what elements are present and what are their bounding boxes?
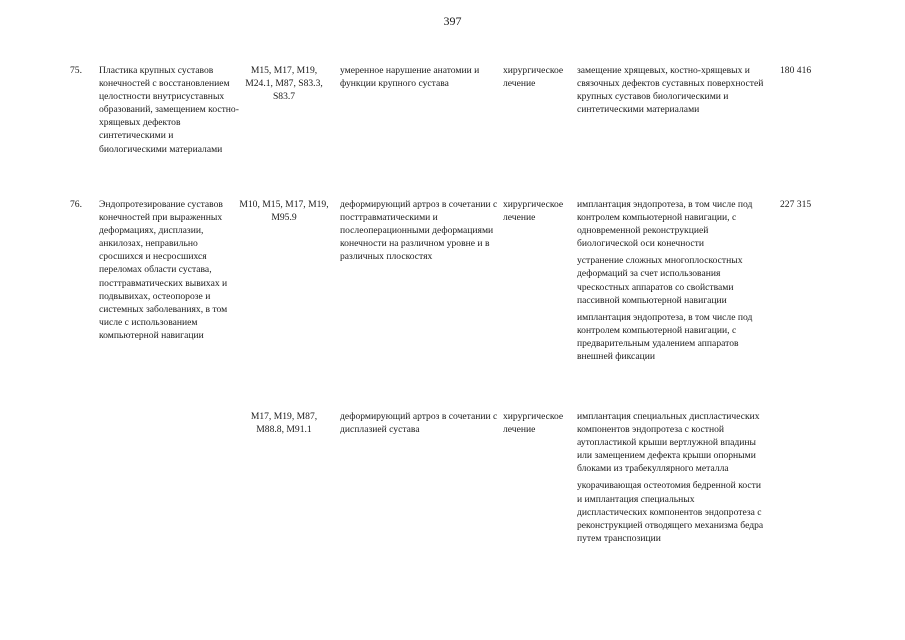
page-number: 397 [443,14,462,28]
treatment-type: хирургическое лечение [503,199,564,224]
row-number: 76. [70,199,82,210]
service-name: Эндопротезирование суставов конечностей при выраженных деформациях, дисплазии, анкилозах, неправильно сросшихся и несросшихся переломах области сустава, посттравматических вывихах и подвывихах, остеопорозе и системных заболеваниях, в том числе с использованием компьютерной навигации [99,199,228,341]
treatment-method-list [577,64,765,120]
treatment-method: устранение сложных многоплоскостных деформаций за счет использования чрескостных аппаратов со свойствами пассивной компьютерной навигации [577,255,743,306]
row-number: 75. [70,65,82,76]
treatment-method-list [577,198,765,367]
cost-value: 227 315 [780,199,812,210]
treatment-method-list [577,410,765,549]
treatment-method: укорачивающая остеотомия бедренной кости и имплантация специальных диспластических компонентов эндопротеза с реконструкцией отводящего механизма бедра путем транспозиции [577,480,764,544]
diagnosis-codes: M17, M19, M87, M88.8, M91.1 [250,411,318,436]
service-name: Пластика крупных суставов конечностей с восстановлением целостности внутрисуставных образований, замещением костно-хрящевых дефектов синтетическими и биологическими материалами [99,65,239,155]
diagnosis-codes: M10, M15, M17, M19, M95.9 [239,199,329,224]
diagnosis-codes: M15, M17, M19, M24.1, M87, S83.3, S83.7 [245,65,323,103]
treatment-method: имплантация эндопротеза, в том числе под контролем компьютерной навигации, с предварительным удалением аппаратов внешней фиксации [577,311,753,363]
patient-model: деформирующий артроз в сочетании с посттравматическими и послеоперационными деформациями конечности на различном уровне и в различных плоскостях [340,199,498,263]
treatment-method: имплантация специальных диспластических компонентов эндопротеза с костной аутопластикой крыши вертлужной впадины или замещением дефекта крыши опорными блоками из трабекуллярного металла [577,411,760,475]
cost-value: 180 416 [780,65,812,76]
treatment-type: хирургическое лечение [503,65,564,90]
patient-model: деформирующий артроз в сочетании с дисплазией сустава [340,411,498,436]
treatment-method: имплантация эндопротеза, в том числе под контролем компьютерной навигации, с одновременной реконструкцией биологической оси конечности [577,199,753,250]
treatment-method: замещение хрящевых, костно-хрящевых и связочных дефектов суставных поверхностей крупных суставов биологическими и синтетическими материалами [577,65,764,116]
treatment-type: хирургическое лечение [503,411,564,436]
patient-model: умеренное нарушение анатомии и функции крупного сустава [340,65,480,90]
